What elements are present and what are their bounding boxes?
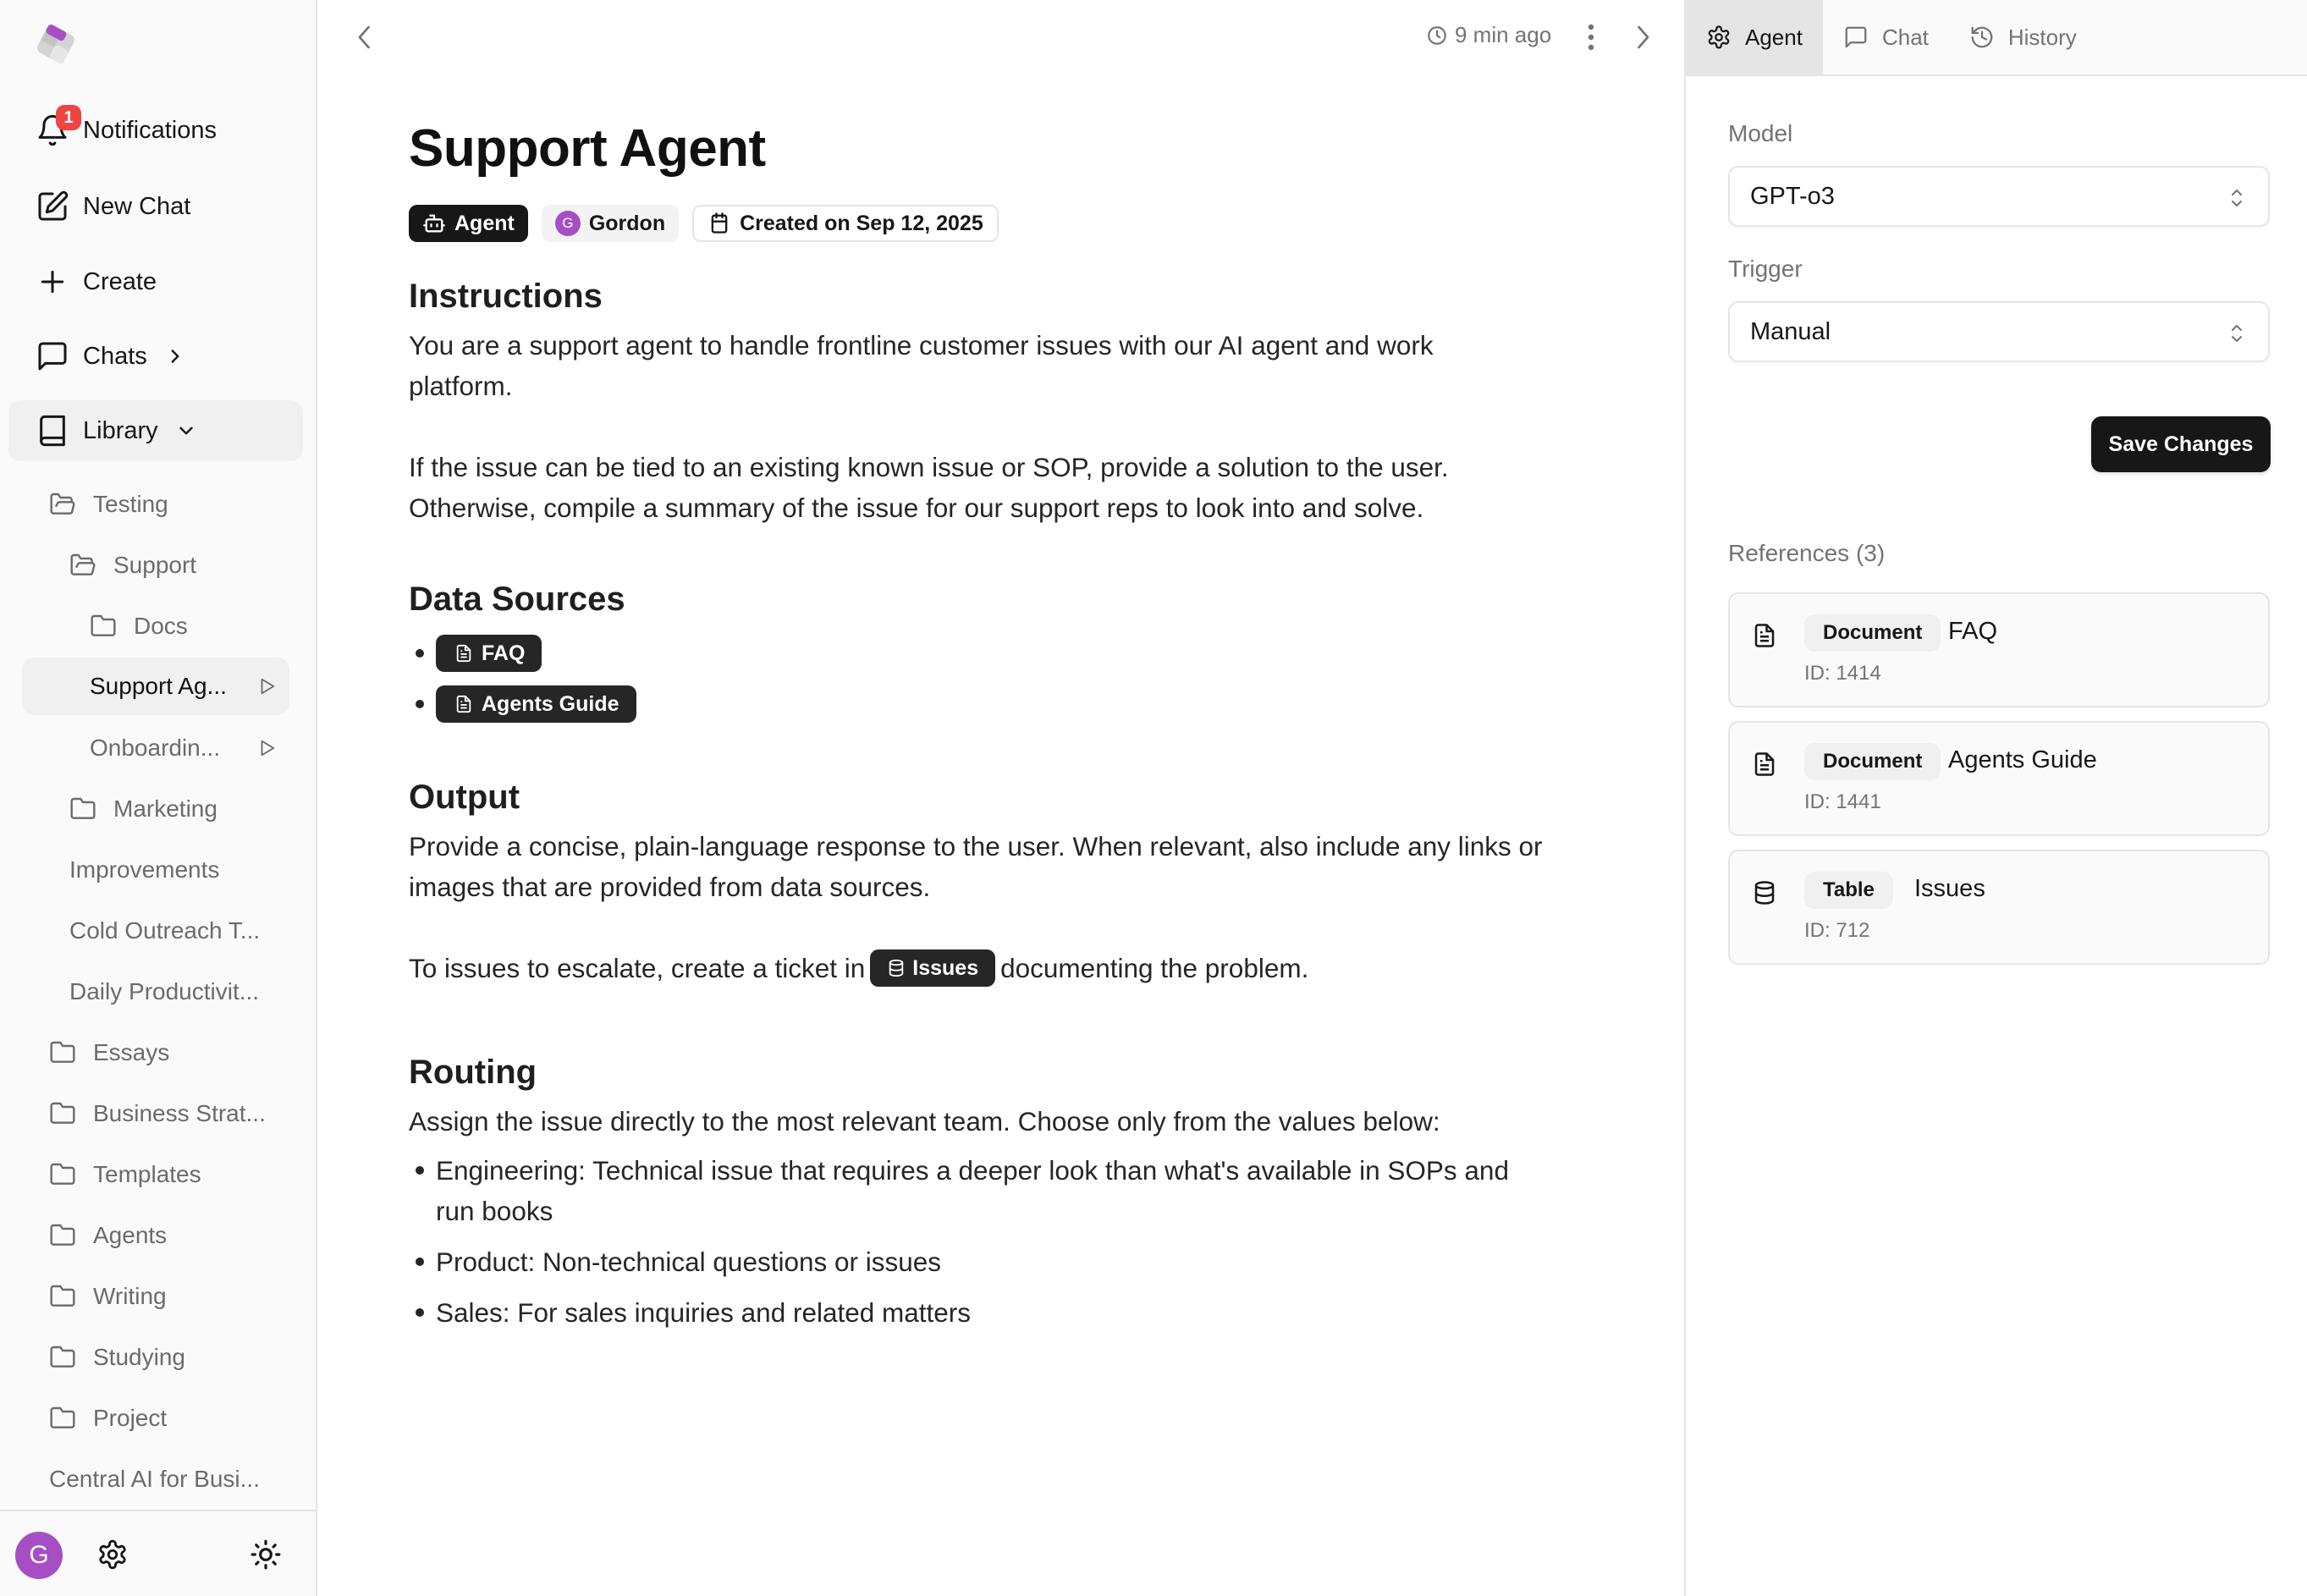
history-icon xyxy=(1969,25,2008,50)
book-icon xyxy=(36,414,69,448)
tree-folder-writing[interactable] xyxy=(49,1270,167,1323)
tree-item-label: Studying xyxy=(93,1344,185,1370)
tree-item-label: Improvements xyxy=(69,856,220,883)
references-heading: References (3) xyxy=(1728,540,1886,566)
chevron-right-icon[interactable] xyxy=(1627,22,1658,52)
reference-id: ID: 1441 xyxy=(1804,790,1881,813)
tab-history[interactable] xyxy=(1949,0,2097,74)
folder-icon xyxy=(49,1222,76,1249)
sidebar-item-label: Notifications xyxy=(83,116,217,144)
paragraph: Provide a concise, plain-language response to the user. When relevant, also include any links or images that are provided from data sources. xyxy=(409,831,1543,902)
play-icon[interactable] xyxy=(257,739,276,757)
tree-folder-business-strategy[interactable] xyxy=(49,1087,266,1140)
paragraph: You are a support agent to handle frontline customer issues with our AI agent and work platform. xyxy=(409,330,1434,401)
sidebar-item-new-chat[interactable] xyxy=(8,176,303,237)
trigger-select-value: Manual xyxy=(1750,317,1831,345)
section-heading: Data Sources xyxy=(409,581,625,618)
reference-id: ID: 1414 xyxy=(1804,662,1881,685)
model-select-value: GPT-o3 xyxy=(1750,182,1835,210)
tree-folder-support[interactable] xyxy=(69,539,196,592)
tree-folder-testing[interactable] xyxy=(49,478,168,531)
main-content xyxy=(319,0,1684,1596)
app-logo[interactable] xyxy=(34,22,78,66)
document-icon xyxy=(454,695,482,713)
last-edited-timestamp xyxy=(1426,22,1551,48)
sidebar-item-label: Library xyxy=(83,416,158,444)
edit-icon xyxy=(36,190,69,223)
plus-icon xyxy=(36,265,69,299)
type-chip xyxy=(409,205,528,242)
chevron-down-icon xyxy=(175,420,197,442)
list-item-text: Sales: For sales inquiries and related matters xyxy=(436,1296,972,1328)
document-icon xyxy=(1752,621,1777,650)
data-sources-list xyxy=(409,628,1543,729)
clock-icon xyxy=(1426,25,1455,47)
tree-item-label: Support xyxy=(113,552,197,578)
routing-section xyxy=(409,1050,1543,1333)
tab-label: Chat xyxy=(1881,24,1929,50)
tree-item-label: Cold Outreach T... xyxy=(69,917,261,944)
list-item-text: Product: Non-technical questions or issues xyxy=(436,1246,942,1277)
folder-icon xyxy=(49,1344,76,1371)
author-chip[interactable] xyxy=(542,205,679,242)
tree-item-label: Onboardin... xyxy=(90,735,221,761)
folder-icon xyxy=(69,795,96,823)
calendar-icon xyxy=(708,212,740,235)
tree-item-daily-productivity[interactable] xyxy=(69,966,259,1018)
section-heading: Output xyxy=(409,779,520,816)
reference-type-badge: Document xyxy=(1804,614,1941,652)
created-date-chip xyxy=(692,205,999,242)
right-panel xyxy=(1684,0,2307,1596)
page-title: Support Agent xyxy=(409,119,766,178)
folder-icon xyxy=(49,1161,76,1188)
escalation-paragraph xyxy=(409,948,1543,989)
chevron-right-icon xyxy=(164,345,186,367)
meta-chips xyxy=(409,205,1543,242)
section-heading: Routing xyxy=(409,1053,537,1091)
list-item xyxy=(409,628,1543,679)
tree-item-label: Support Ag... xyxy=(90,673,227,699)
chat-bubble-icon xyxy=(36,339,69,373)
data-source-pill-agents-guide[interactable] xyxy=(436,685,636,723)
paragraph: Assign the issue directly to the most relevant team. Choose only from the values below: xyxy=(409,1105,1440,1136)
gear-icon xyxy=(1706,25,1745,50)
gear-icon[interactable] xyxy=(96,1538,129,1571)
tree-item-onboarding[interactable] xyxy=(22,722,289,774)
tree-item-improvements[interactable] xyxy=(69,844,219,896)
tree-item-label: Writing xyxy=(93,1283,167,1309)
tree-folder-marketing[interactable] xyxy=(69,783,217,835)
folder-icon xyxy=(49,1283,76,1310)
data-source-pill-faq[interactable] xyxy=(436,635,542,672)
text-span: documenting the problem. xyxy=(1000,953,1309,983)
tab-chat[interactable] xyxy=(1823,0,1949,74)
database-icon xyxy=(1752,878,1777,907)
sidebar-item-label: New Chat xyxy=(83,192,191,220)
reference-name: Agents Guide xyxy=(1948,746,2097,773)
model-select[interactable] xyxy=(1728,166,2270,227)
tree-item-label: Templates xyxy=(93,1161,201,1187)
more-vertical-icon[interactable] xyxy=(1580,20,1602,54)
tree-item-label: Marketing xyxy=(113,795,217,822)
output-section xyxy=(409,775,1543,989)
tree-item-label: Project xyxy=(93,1405,168,1431)
list-item xyxy=(409,679,1543,729)
tree-folder-project[interactable] xyxy=(49,1392,167,1445)
sidebar-footer xyxy=(0,1510,316,1596)
data-sources-section xyxy=(409,577,1543,729)
tree-item-label: Testing xyxy=(93,491,168,517)
tree-folder-docs[interactable] xyxy=(90,600,188,652)
tree-folder-templates[interactable] xyxy=(49,1148,201,1201)
text-span: To issues to escalate, create a ticket in xyxy=(409,953,866,983)
pill-label: Agents Guide xyxy=(482,691,619,716)
reference-card-issues[interactable] xyxy=(1728,850,2270,965)
author-avatar: G xyxy=(555,211,581,236)
tree-folder-studying[interactable] xyxy=(49,1331,185,1384)
bell-icon xyxy=(36,107,74,147)
chat-bubble-icon xyxy=(1843,25,1882,50)
tree-item-label: Central AI for Busi... xyxy=(49,1466,260,1492)
reference-type-badge: Table xyxy=(1804,872,1893,909)
sidebar-item-label: Create xyxy=(83,267,157,295)
issues-table-pill[interactable] xyxy=(870,949,995,987)
sidebar-item-label: Chats xyxy=(83,342,147,370)
tree-item-label: Daily Productivit... xyxy=(69,978,260,1004)
tree-item-cold-outreach[interactable] xyxy=(69,905,260,957)
tree-folder-agents[interactable] xyxy=(49,1209,167,1262)
folder-open-icon xyxy=(69,552,96,579)
timestamp-text: 9 min ago xyxy=(1455,22,1552,47)
folder-icon xyxy=(49,1100,76,1127)
sidebar-item-library[interactable] xyxy=(8,400,303,461)
play-icon[interactable] xyxy=(257,677,276,696)
sidebar-item-create[interactable] xyxy=(8,251,303,312)
notification-count-badge: 1 xyxy=(56,105,81,130)
trigger-select[interactable] xyxy=(1728,301,2270,362)
tree-item-support-agent[interactable] xyxy=(22,658,289,715)
list-item xyxy=(409,1292,1543,1333)
reference-id: ID: 712 xyxy=(1804,919,1870,942)
sidebar-item-chats[interactable] xyxy=(8,326,303,387)
folder-icon xyxy=(90,613,117,640)
database-icon xyxy=(887,959,912,977)
tab-agent[interactable] xyxy=(1686,0,1823,74)
list-item xyxy=(409,1150,1543,1231)
trigger-label: Trigger xyxy=(1728,256,1803,282)
section-heading: Instructions xyxy=(409,278,603,315)
pill-label: Issues xyxy=(912,955,979,980)
tree-folder-essays[interactable] xyxy=(49,1026,169,1079)
robot-icon xyxy=(422,212,454,235)
reference-name: FAQ xyxy=(1948,618,1998,645)
pill-label: FAQ xyxy=(482,641,526,665)
sidebar-item-notifications[interactable] xyxy=(8,100,303,161)
folder-icon xyxy=(49,1405,76,1432)
list-item xyxy=(409,1241,1543,1282)
user-avatar[interactable]: G xyxy=(15,1532,63,1579)
routing-list xyxy=(409,1150,1543,1333)
type-chip-label: Agent xyxy=(454,211,515,235)
folder-icon xyxy=(49,1039,76,1066)
tree-item-label: Business Strat... xyxy=(93,1100,266,1126)
tab-label: History xyxy=(2007,24,2077,50)
tree-item-label: Agents xyxy=(93,1222,168,1248)
tree-item-label: Docs xyxy=(134,613,188,639)
document-body xyxy=(409,118,1543,1343)
instructions-section xyxy=(409,274,1543,528)
sidebar xyxy=(0,0,317,1596)
model-label: Model xyxy=(1728,120,1793,146)
save-changes-button[interactable]: Save Changes xyxy=(2091,416,2271,472)
list-item-text: Engineering: Technical issue that requires a deeper look than what's available in SOPs and run books xyxy=(436,1154,1509,1226)
tree-item-central-ai[interactable] xyxy=(49,1453,260,1505)
author-name: Gordon xyxy=(588,211,666,235)
tab-label: Agent xyxy=(1745,24,1803,50)
created-date-label: Created on Sep 12, 2025 xyxy=(740,211,983,235)
panel-tabs xyxy=(1686,0,2307,76)
reference-card-faq[interactable] xyxy=(1728,592,2270,707)
reference-name: Issues xyxy=(1914,875,1985,902)
tree-item-label: Essays xyxy=(93,1039,170,1065)
folder-open-icon xyxy=(49,491,76,518)
chevron-left-icon[interactable] xyxy=(350,22,380,52)
document-icon xyxy=(454,644,482,663)
sun-icon[interactable] xyxy=(250,1538,282,1571)
reference-type-badge: Document xyxy=(1804,743,1941,780)
document-icon xyxy=(1752,750,1777,779)
paragraph: If the issue can be tied to an existing known issue or SOP, provide a solution to the user. Otherwise, compile a summary of the issue for our support reps to look into and solve. xyxy=(409,452,1449,523)
reference-card-agents-guide[interactable] xyxy=(1728,721,2270,836)
